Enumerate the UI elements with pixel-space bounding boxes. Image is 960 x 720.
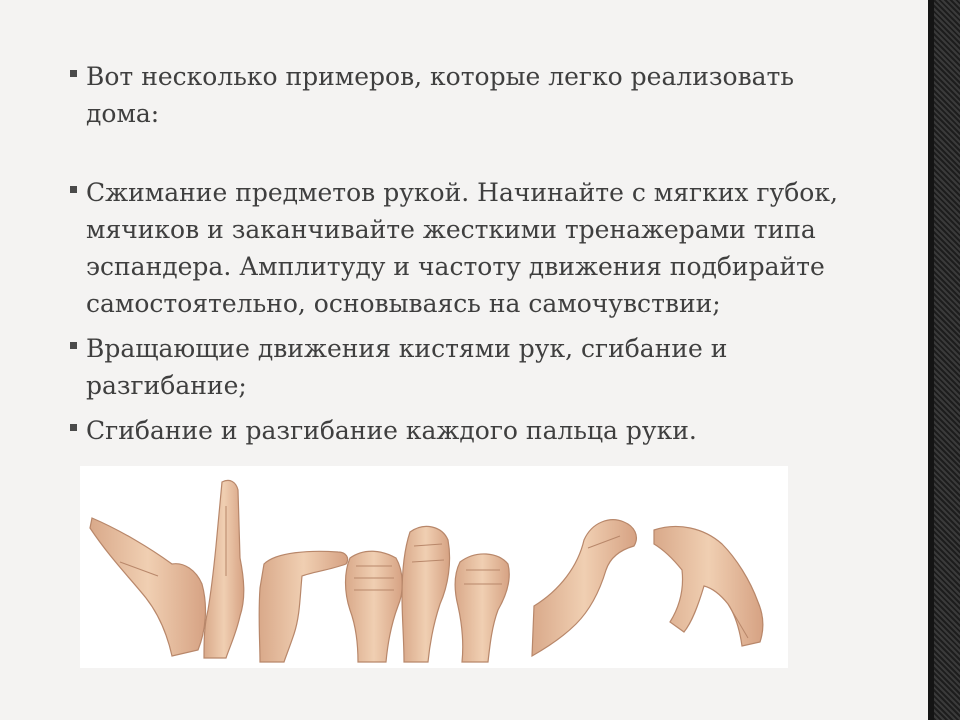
hand-extension-icon xyxy=(90,518,205,656)
bullet-text: Сжимание предметов рукой. Начинайте с мягких губок, мячиков и заканчивайте жесткими тренажерами типа эспандера. Амплитуду и частоту движения подбирайте самостоятельно, основываясь на самочувствии; xyxy=(86,178,838,318)
hand-flexion-down-icon xyxy=(654,526,763,646)
bullet-marker-icon xyxy=(70,424,77,431)
bullet-text: Вот несколько примеров, которые легко реализовать дома: xyxy=(86,62,794,128)
bullet-item xyxy=(70,58,860,132)
hand-flat-icon xyxy=(259,551,347,662)
bullet-marker-icon xyxy=(70,70,77,77)
bullet-item xyxy=(70,412,860,449)
bullet-list xyxy=(70,58,860,449)
hand-gestures-graphic xyxy=(80,466,788,668)
hand-flexion-up-icon xyxy=(532,520,636,656)
fist-icon xyxy=(346,551,403,662)
bullet-marker-icon xyxy=(70,342,77,349)
bullet-item xyxy=(70,330,860,404)
decorative-stripe xyxy=(934,0,960,720)
fist-raised-icon xyxy=(402,526,450,662)
bullet-text: Вращающие движения кистями рук, сгибание и разгибание; xyxy=(86,334,728,400)
fist-side-icon xyxy=(455,554,509,662)
bullet-marker-icon xyxy=(70,186,77,193)
hand-upright-icon xyxy=(204,480,244,658)
bullet-text: Сгибание и разгибание каждого пальца руки. xyxy=(86,416,697,445)
hand-exercises-illustration xyxy=(80,466,788,668)
bullet-item xyxy=(70,174,860,322)
